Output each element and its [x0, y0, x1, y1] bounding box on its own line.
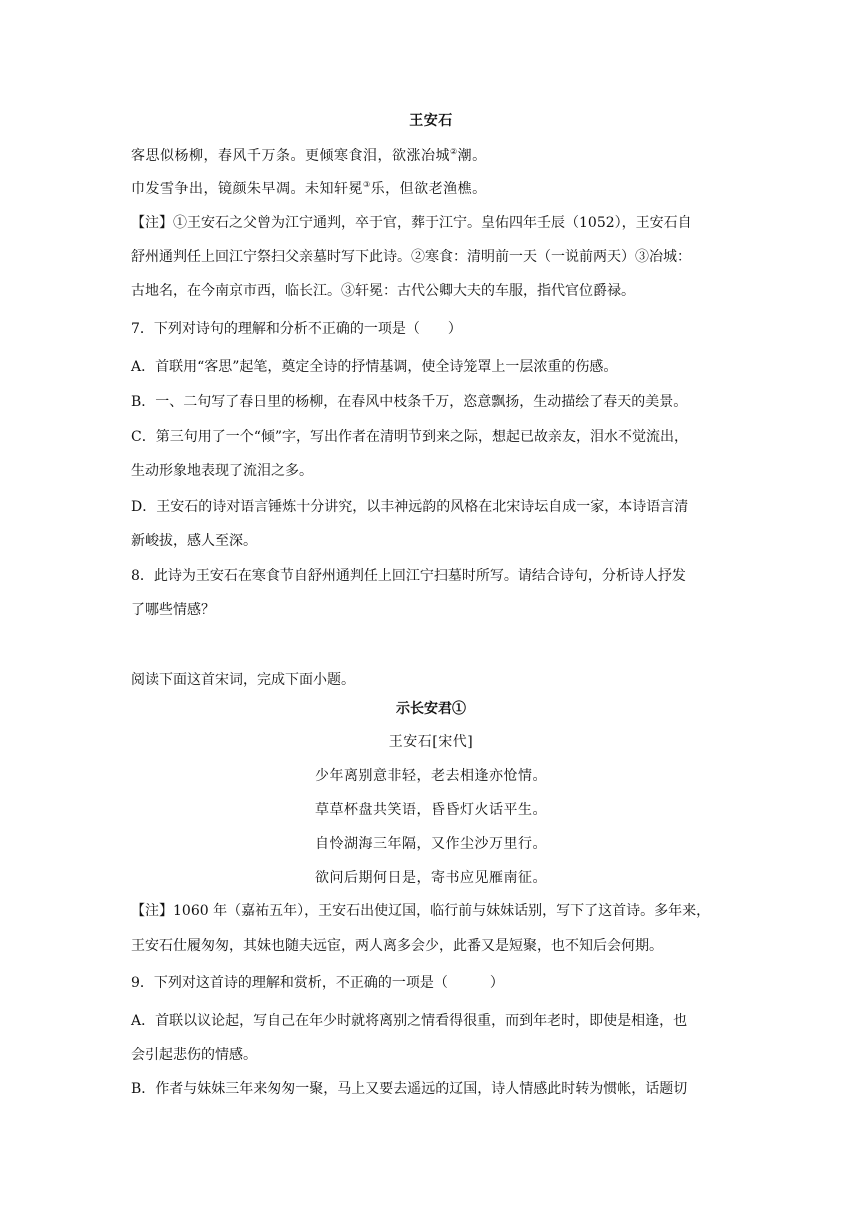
poem1-line-1-text: 客思似杨柳，春风千万条。更倾寒食泪，欲涨冶城: [131, 148, 450, 164]
footnote-marker: ③: [363, 180, 371, 189]
poem2-note-line: 【注】1060 年（嘉祐五年），王安石出使辽国，临行前与妹妹话别，写下了这首诗。多年来，: [131, 903, 711, 919]
question-8-stem-cont: 了哪些情感？: [131, 602, 215, 618]
poem1-line-1-end: 潮。: [457, 148, 487, 164]
poem1-note-line: 舒州通判任上回江宁祭扫父亲墓时写下此诗。②寒食：清明前一天（一说前两天）③冶城：: [131, 249, 691, 265]
poem1-line-2-end: 乐，但欲老渔樵。: [370, 181, 487, 197]
question-7-option-d-cont: 新峻拔，感人至深。: [131, 533, 257, 549]
poem1-line-1: [131, 145, 731, 167]
question-7-stem: 7．下列对诗句的理解和分析不正确的一项是（ ）: [131, 321, 462, 337]
question-7-option-c-cont: 生动形象地表现了流泪之多。: [131, 463, 313, 479]
footnote-marker: ②: [450, 147, 458, 156]
poem2-line: 欲问后期何日是，寄书应见雁南征。: [315, 870, 547, 886]
question-9-option-a: A．首联以议论起，写自己在年少时就将离别之情看得很重，而到年老时，即使是相逢，也: [131, 1013, 688, 1029]
poem1-note-line: 【注】①王安石之父曾为江宁通判，卒于官，葬于江宁。皇佑四年壬辰（1052），王安石自: [131, 215, 692, 231]
poem1-line-2-text: 巾发雪争出，镜颜朱早凋。未知轩冕: [131, 181, 363, 197]
poem1-note-line: 古地名，在今南京市西，临长江。③轩冕：古代公卿大夫的车服，指代官位爵禄。: [131, 283, 635, 299]
question-7-option-a: A．首联用“客思”起笔，奠定全诗的抒情基调，使全诗笼罩上一层浓重的伤感。: [131, 359, 618, 375]
poem2-line: 草草杯盘共笑语，昏昏灯火话平生。: [315, 802, 547, 818]
question-9-stem: 9．下列对这首诗的理解和赏析，不正确的一项是（ ）: [131, 975, 504, 991]
question-7-option-c: C．第三句用了一个“倾”字，写出作者在清明节到来之际，想起已故亲友，泪水不觉流出，: [131, 429, 689, 445]
poem2-title: 示长安君①: [396, 701, 466, 717]
poem2-line: 少年离别意非轻，老去相逢亦怆情。: [315, 768, 547, 784]
question-7-option-b: B．一、二句写了春日里的杨柳，在春风中枝条千万，恣意飘扬，生动描绘了春天的美景。: [131, 394, 688, 410]
poem2-author: 王安石[宋代]: [388, 734, 474, 750]
poem2-note-line: 王安石仕履匆匆，其妹也随夫远宦，两人离多会少，此番又是短聚，也不知后会何期。: [131, 938, 663, 954]
question-8-stem: 8．此诗为王安石在寒食节自舒州通判任上回江宁扫墓时所写。请结合诗句，分析诗人抒发: [131, 568, 686, 584]
question-9-option-b: B．作者与妹妹三年来匆匆一聚，马上又要去遥远的辽国，诗人情感此时转为惯帐，话题切: [131, 1081, 688, 1097]
poem1-line-2: [131, 178, 731, 200]
question-7-option-d: D．王安石的诗对语言锤炼十分讲究，以丰神远韵的风格在北宋诗坛自成一家，本诗语言清: [131, 499, 689, 515]
question-9-option-a-cont: 会引起悲伤的情感。: [131, 1047, 257, 1063]
poem2-line: 自怜湖海三年隔，又作尘沙万里行。: [315, 836, 547, 852]
poem1-author: 王安石: [409, 113, 453, 129]
reading-intro: 阅读下面这首宋词，完成下面小题。: [131, 672, 355, 688]
